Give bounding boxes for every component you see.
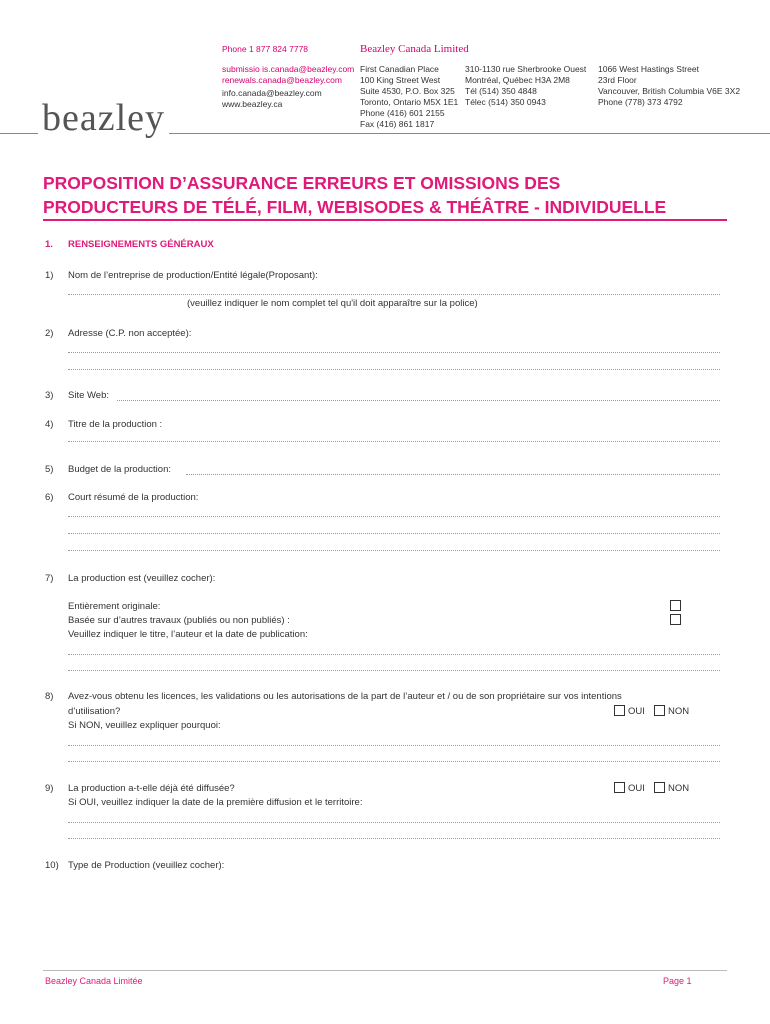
q7-label: La production est (veuillez cocher): <box>68 573 216 584</box>
q8-no-label: NON <box>668 706 690 717</box>
q10-number: 10) <box>45 860 59 871</box>
q6-field-line-2[interactable] <box>68 533 720 534</box>
footer-company: Beazley Canada Limitée <box>45 976 143 986</box>
q1-note: (veuillez indiquer le nom complet tel qu'il doit apparaître sur la police) <box>187 298 478 309</box>
email-renewals[interactable]: renewals.canada@beazley.com <box>222 75 342 85</box>
q5-field[interactable] <box>186 474 720 475</box>
montreal-line: Télec (514) 350 0943 <box>465 97 546 107</box>
header-info <box>222 88 322 110</box>
header-emails <box>222 64 354 86</box>
q1-number: 1) <box>45 270 54 281</box>
email-submissions[interactable]: submissio is.canada@beazley.com <box>222 64 355 74</box>
section-title: RENSEIGNEMENTS GÉNÉRAUX <box>68 239 214 250</box>
q1-label: Nom de l’entreprise de production/Entité légale(Proposant): <box>68 270 318 281</box>
beazley-logo: beazley <box>38 96 169 140</box>
toronto-line: Fax (416) 861 1817 <box>360 119 435 129</box>
q7-details-label: Veuillez indiquer le titre, l’auteur et la date de publication: <box>68 629 308 640</box>
q9-field-line-1[interactable] <box>68 822 720 823</box>
q10-label: Type de Production (veuillez cocher): <box>68 860 225 871</box>
q2-number: 2) <box>45 328 54 339</box>
q6-field-line-1[interactable] <box>68 516 720 517</box>
montreal-line: 310-1130 rue Sherbrooke Ouest <box>465 64 587 74</box>
q4-number: 4) <box>45 419 54 430</box>
q9-no-label: NON <box>668 783 690 794</box>
q6-label: Court résumé de la production: <box>68 492 199 503</box>
title-line-2: PRODUCTEURS DE TÉLÉ, FILM, WEBISODES & THÉÂTRE - INDIVIDUELLE <box>43 197 667 217</box>
q4-label: Titre de la production : <box>68 419 163 430</box>
toronto-line: Toronto, Ontario M5X 1E1 <box>360 97 459 107</box>
montreal-line: Tél (514) 350 4848 <box>465 86 537 96</box>
q6-number: 6) <box>45 492 54 503</box>
vancouver-line: Phone (778) 373 4792 <box>598 97 683 107</box>
title-line-1: PROPOSITION D’ASSURANCE ERREURS ET OMISSIONS DES <box>43 173 561 193</box>
montreal-line: Montréal, Québec H3A 2M8 <box>465 75 570 85</box>
q8-no-checkbox[interactable] <box>654 705 665 716</box>
q7-number: 7) <box>45 573 54 584</box>
q8-yes-checkbox[interactable] <box>614 705 625 716</box>
q2-field-line-1[interactable] <box>68 352 720 353</box>
q3-field[interactable] <box>117 400 720 401</box>
q6-field-line-3[interactable] <box>68 550 720 551</box>
q2-field-line-2[interactable] <box>68 369 720 370</box>
q7-field-line-2[interactable] <box>68 670 720 671</box>
toronto-line: First Canadian Place <box>360 64 439 74</box>
footer-rule <box>43 970 727 971</box>
toronto-line: 100 King Street West <box>360 75 441 85</box>
q9-yes-label: OUI <box>628 783 645 794</box>
vancouver-line: 23rd Floor <box>598 75 637 85</box>
q9-label-line-2: Si OUI, veuillez indiquer la date de la première diffusion et le territoire: <box>68 797 363 808</box>
toronto-line: Phone (416) 601 2155 <box>360 108 445 118</box>
q7-based-checkbox[interactable] <box>670 614 681 625</box>
toronto-address <box>360 64 458 130</box>
q8-field-line-2[interactable] <box>68 761 720 762</box>
vancouver-address <box>598 64 740 108</box>
q9-label-line-1: La production a-t-elle déjà été diffusée? <box>68 783 235 794</box>
brand-name: Beazley Canada Limited <box>360 43 469 55</box>
q7-original-checkbox[interactable] <box>670 600 681 611</box>
q8-explain-label: Si NON, veuillez expliquer pourquoi: <box>68 720 221 731</box>
q8-yes-label: OUI <box>628 706 645 717</box>
q9-field-line-2[interactable] <box>68 838 720 839</box>
q1-field[interactable] <box>68 294 720 295</box>
q7-field-line-1[interactable] <box>68 654 720 655</box>
page-title <box>43 171 666 219</box>
q7-option-based: Basée sur d’autres travaux (publiés ou non publiés) : <box>68 615 290 626</box>
q3-label: Site Web: <box>68 390 110 401</box>
q3-number: 3) <box>45 390 54 401</box>
vancouver-line: Vancouver, British Columbia V6E 3X2 <box>598 86 741 96</box>
q4-field[interactable] <box>68 441 720 442</box>
q8-number: 8) <box>45 691 54 702</box>
q5-number: 5) <box>45 464 54 475</box>
q5-label: Budget de la production: <box>68 464 171 475</box>
q9-number: 9) <box>45 783 54 794</box>
q8-label-line-2: d’utilisation? <box>68 706 121 717</box>
q9-yes-checkbox[interactable] <box>614 782 625 793</box>
q9-no-checkbox[interactable] <box>654 782 665 793</box>
q7-option-original: Entièrement originale: <box>68 601 161 612</box>
header-phone: Phone 1 877 824 7778 <box>222 44 309 54</box>
q8-field-line-1[interactable] <box>68 745 720 746</box>
q8-label-line-1: Avez-vous obtenu les licences, les validations ou les autorisations de la part de l’auteur et / ou de son propriétaire sur vos intentions <box>68 691 622 702</box>
q2-label: Adresse (C.P. non acceptée): <box>68 328 192 339</box>
montreal-address <box>465 64 586 108</box>
section-number: 1. <box>45 239 53 250</box>
email-info[interactable]: info.canada@beazley.com <box>222 88 322 98</box>
footer-page-number: Page 1 <box>663 976 692 986</box>
vancouver-line: 1066 West Hastings Street <box>598 64 699 74</box>
title-rule <box>43 219 727 221</box>
website-link[interactable]: www.beazley.ca <box>222 99 283 109</box>
toronto-line: Suite 4530, P.O. Box 325 <box>360 86 455 96</box>
